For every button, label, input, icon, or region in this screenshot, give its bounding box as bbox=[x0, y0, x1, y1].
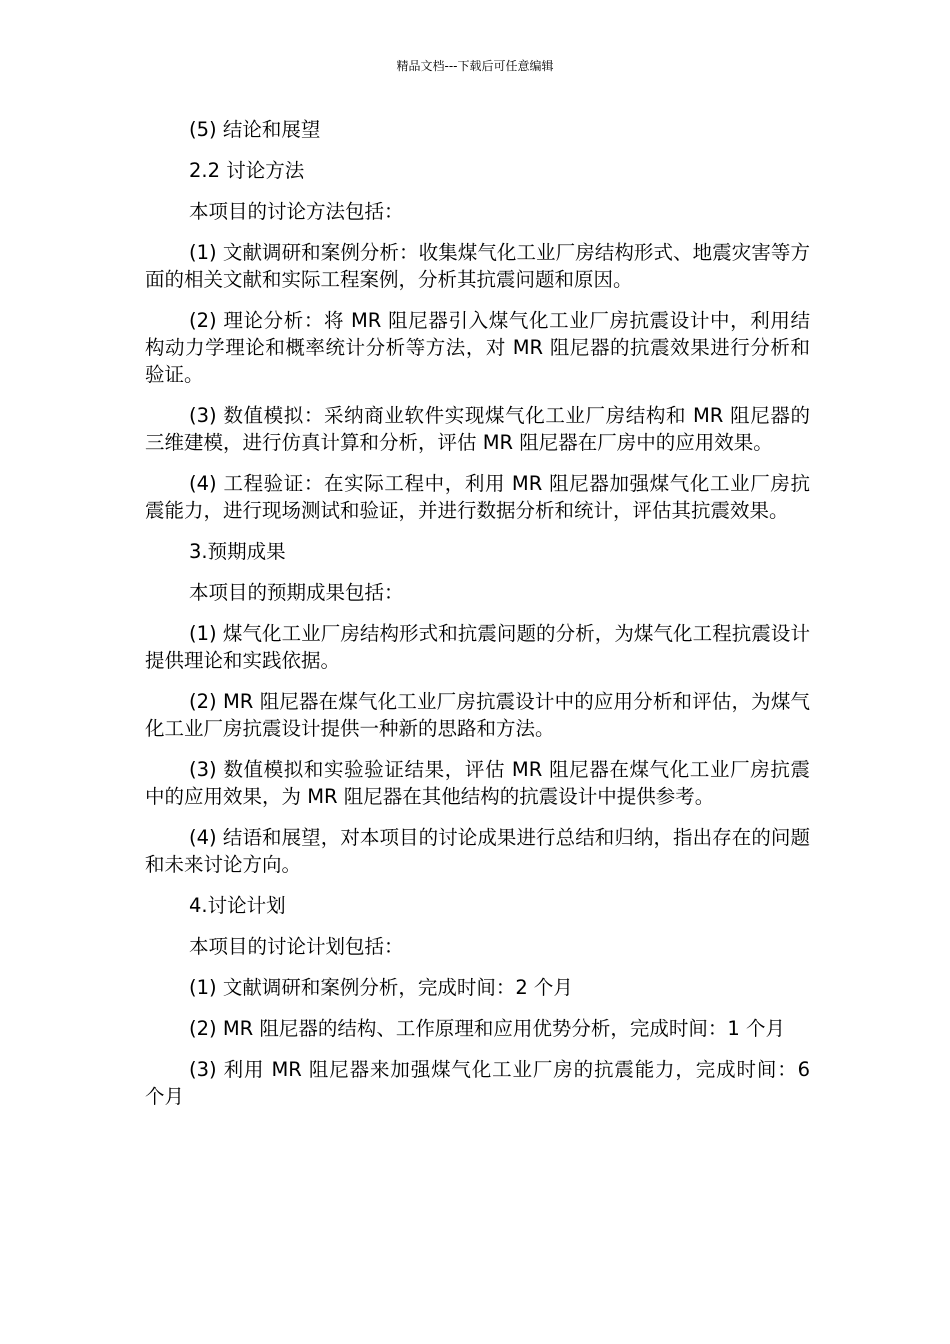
paragraph-plan-intro: 本项目的讨论计划包括： bbox=[189, 935, 404, 958]
paragraph-method-literature: (1) 文献调研和案例分析：收集煤气化工业厂房结构形式、地震灾害等方面的相关文献和实际工程案例，分析其抗震问题和原因。 bbox=[145, 241, 810, 291]
section-heading-expected-results: 3.预期成果 bbox=[189, 540, 286, 563]
section-heading-methods: 2.2 讨论方法 bbox=[189, 159, 305, 182]
paragraph-method-theory: (2) 理论分析：将 MR 阻尼器引入煤气化工业厂房抗震设计中，利用结构动力学理论和概率统计分析等方法，对 MR 阻尼器的抗震效果进行分析和验证。 bbox=[145, 309, 810, 386]
paragraph-result-3: (3) 数值模拟和实验验证结果，评估 MR 阻尼器在煤气化工业厂房抗震中的应用效果，为 MR 阻尼器在其他结构的抗震设计中提供参考。 bbox=[145, 758, 810, 808]
paragraph-methods-intro: 本项目的讨论方法包括： bbox=[189, 200, 404, 223]
paragraph-plan-2: (2) MR 阻尼器的结构、工作原理和应用优势分析，完成时间：1 个月 bbox=[189, 1017, 785, 1040]
paragraph-plan-3: (3) 利用 MR 阻尼器来加强煤气化工业厂房的抗震能力，完成时间：6 个月 bbox=[145, 1058, 810, 1108]
paragraph-result-4: (4) 结语和展望，对本项目的讨论成果进行总结和归纳，指出存在的问题和未来讨论方向。 bbox=[145, 826, 810, 876]
section-heading-plan: 4.讨论计划 bbox=[189, 894, 286, 917]
paragraph-method-verification: (4) 工程验证：在实际工程中，利用 MR 阻尼器加强煤气化工业厂房抗震能力，进行现场测试和验证，并进行数据分析和统计，评估其抗震效果。 bbox=[145, 472, 810, 522]
paragraph-result-1: (1) 煤气化工业厂房结构形式和抗震问题的分析，为煤气化工程抗震设计提供理论和实践依据。 bbox=[145, 622, 810, 672]
document-body bbox=[145, 116, 810, 1124]
paragraph-method-simulation: (3) 数值模拟：采纳商业软件实现煤气化工业厂房结构和 MR 阻尼器的三维建模，进行仿真计算和分析，评估 MR 阻尼器在厂房中的应用效果。 bbox=[145, 404, 810, 454]
paragraph-result-2: (2) MR 阻尼器在煤气化工业厂房抗震设计中的应用分析和评估，为煤气化工业厂房抗震设计提供一种新的思路和方法。 bbox=[145, 690, 810, 740]
paragraph-plan-1: (1) 文献调研和案例分析，完成时间：2 个月 bbox=[189, 976, 573, 999]
paragraph-results-intro: 本项目的预期成果包括： bbox=[189, 581, 404, 604]
paragraph-conclusion-outlook: (5) 结论和展望 bbox=[189, 118, 321, 141]
page-header: 精品文档---下载后可任意编辑 bbox=[396, 59, 554, 73]
